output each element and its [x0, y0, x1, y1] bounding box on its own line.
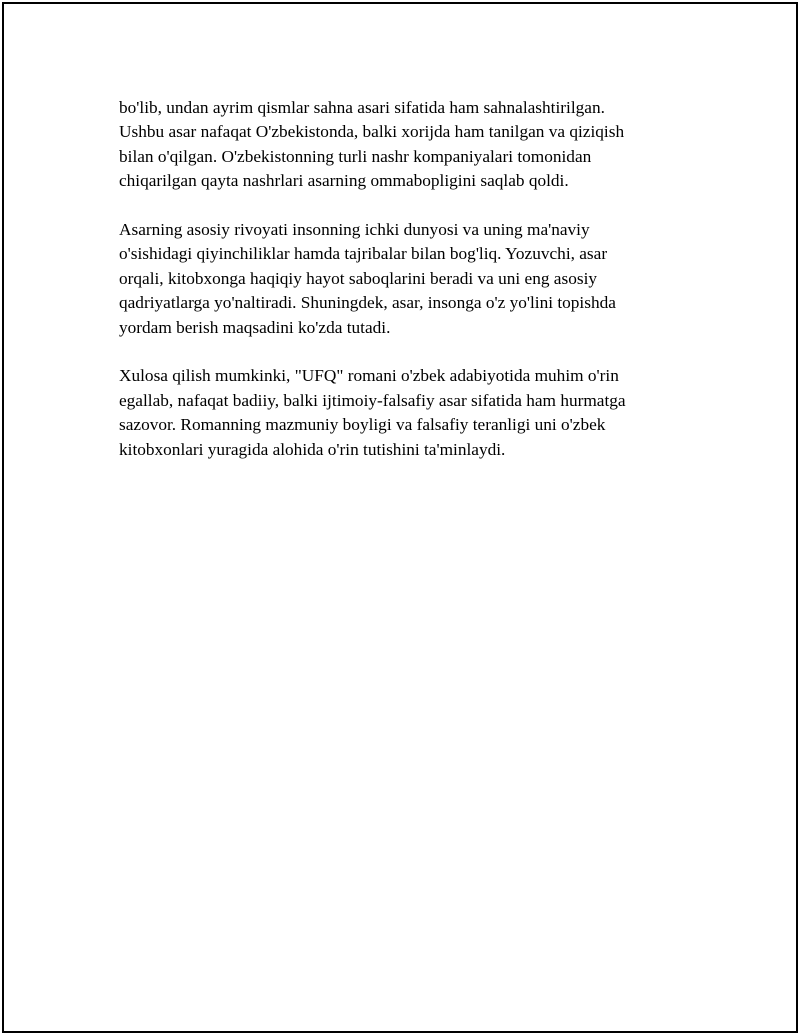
document-body: [119, 96, 679, 486]
paragraph-3: Xulosa qilish mumkinki, "UFQ" romani o'zbek adabiyotida muhim o'rin egallab, nafaqat badiiy, balki ijtimoiy-falsafiy asar sifatida ham hurmatga sazovor. Romanning mazmuniy boyligi va falsafiy teranligi uni o'zbek kitobxonlari yuragida alohida o'rin tutishini ta'minlaydi.: [119, 366, 626, 459]
paragraph-1: bo'lib, undan ayrim qismlar sahna asari sifatida ham sahnalashtirilgan. Ushbu asar nafaqat O'zbekistonda, balki xorijda ham tanilgan va qiziqish bilan o'qilgan. O'zbekistonning turli nashr kompaniyalari tomonidan chiqarilgan qayta nashrlari asarning ommabopligini saqlab qoldi.: [119, 98, 625, 191]
page-frame: [2, 2, 798, 1033]
paragraph-2: Asarning asosiy rivoyati insonning ichki dunyosi va uning ma'naviy o'sishidagi qiyinchiliklar hamda tajribalar bilan bog'liq. Yozuvchi, asar orqali, kitobxonga haqiqiy hayot saboqlarini beradi va uni eng asosiy qadriyatlarga yo'naltiradi. Shuningdek, asar, insonga o'z yo'lini topishda yordam berish maqsadini ko'zda tutadi.: [119, 220, 616, 337]
